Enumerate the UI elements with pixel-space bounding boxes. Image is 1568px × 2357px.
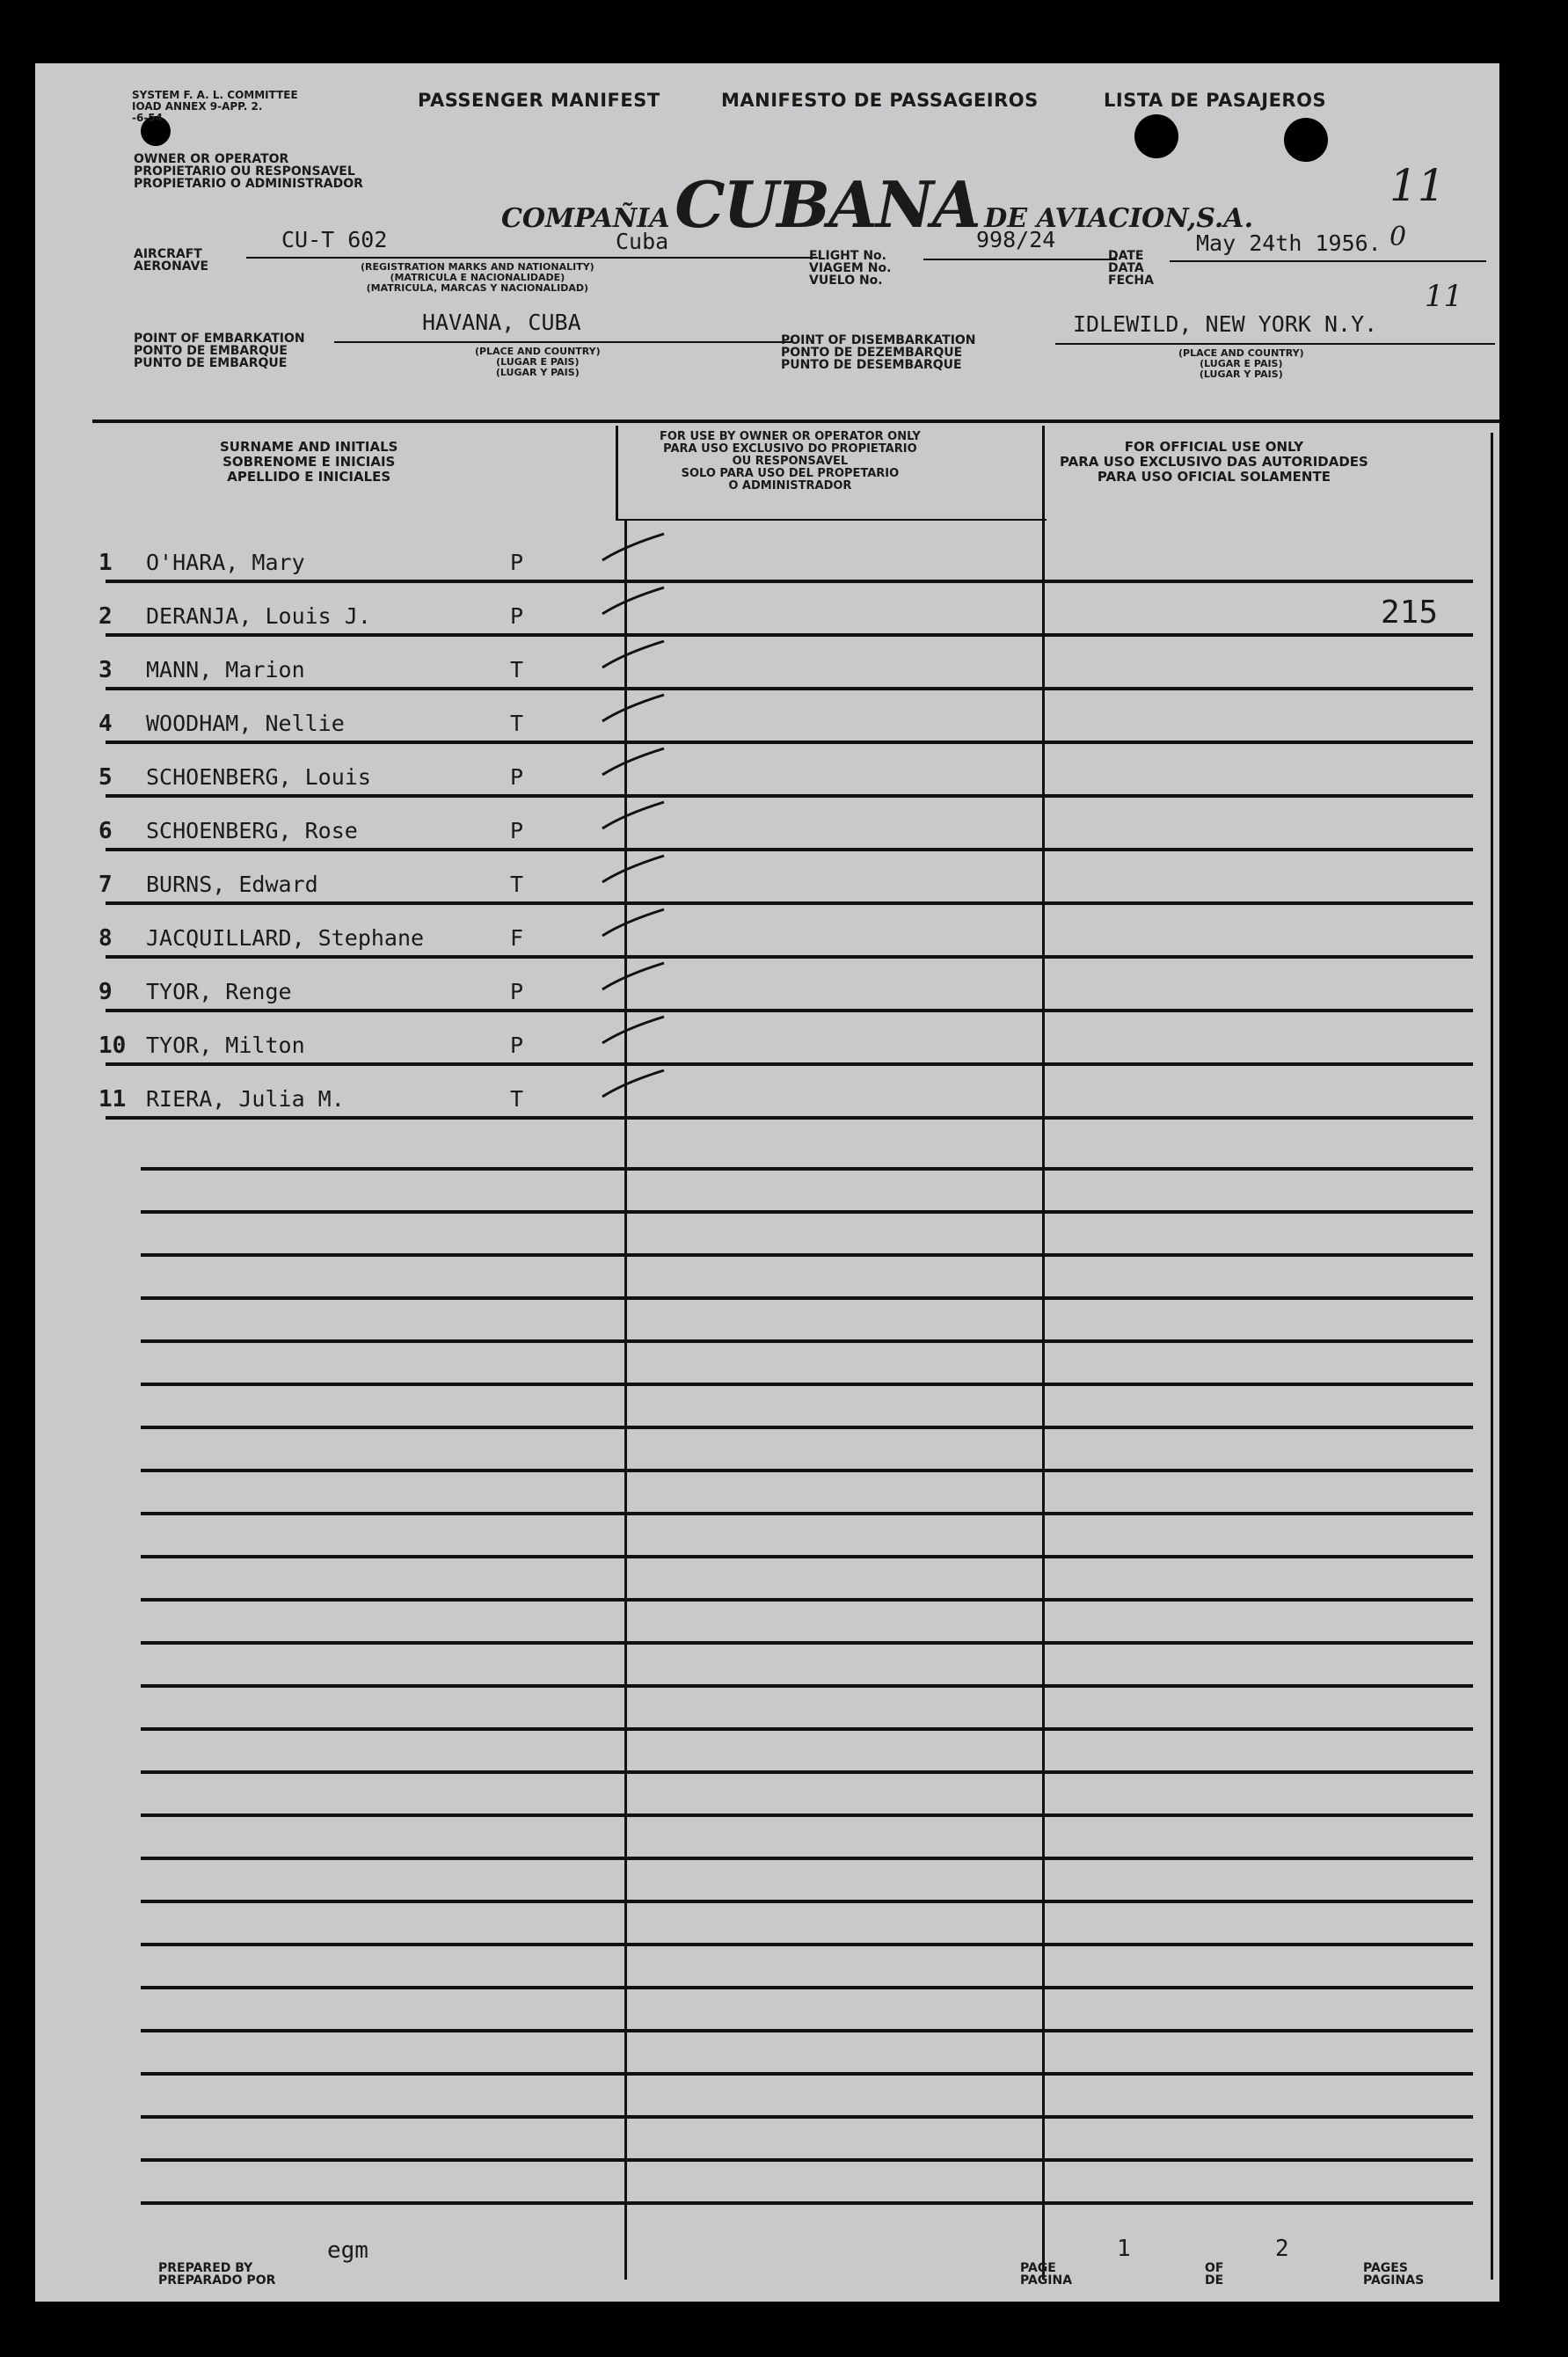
row-line bbox=[106, 901, 1473, 905]
blank-row-line bbox=[141, 1598, 1473, 1602]
blank-row-line bbox=[141, 2115, 1473, 2119]
passenger-name: BURNS, Edward bbox=[146, 872, 318, 897]
row-line bbox=[106, 848, 1473, 851]
blank-row-line bbox=[141, 2029, 1473, 2032]
prepared-by-value: egm bbox=[327, 2237, 368, 2264]
row-line bbox=[106, 1116, 1473, 1120]
punch-hole bbox=[1134, 114, 1178, 158]
passenger-class: P bbox=[510, 603, 524, 629]
passenger-class: P bbox=[510, 1033, 524, 1058]
blank-row-line bbox=[141, 1555, 1473, 1558]
page-number: 1 bbox=[1117, 2236, 1131, 2262]
blank-row-line bbox=[141, 1727, 1473, 1731]
row-number: 4 bbox=[98, 711, 113, 737]
passenger-name: O'HARA, Mary bbox=[146, 550, 305, 575]
blank-row-line bbox=[141, 2201, 1473, 2205]
passenger-class: P bbox=[510, 979, 524, 1004]
blank-row-line bbox=[141, 1813, 1473, 1817]
table-row bbox=[35, 695, 1499, 746]
row-line bbox=[106, 955, 1473, 959]
row-line bbox=[106, 1062, 1473, 1066]
check-mark-icon bbox=[598, 1063, 668, 1107]
table-row bbox=[35, 802, 1499, 853]
manifest-paper bbox=[35, 63, 1499, 2302]
disembarkation-caption: (PLACE AND COUNTRY) (LUGAR E PAIS) (LUGAR Y PAIS) bbox=[1178, 347, 1304, 380]
check-mark-icon bbox=[598, 795, 668, 839]
row-number: 8 bbox=[98, 925, 113, 952]
check-mark-icon bbox=[598, 1010, 668, 1054]
passenger-name: SCHOENBERG, Rose bbox=[146, 818, 358, 843]
blank-row-line bbox=[141, 1900, 1473, 1903]
row-number: 5 bbox=[98, 764, 113, 791]
pages-label: PAGES PAGINAS bbox=[1363, 2261, 1425, 2288]
flight-underline bbox=[923, 259, 1117, 260]
page-total: 2 bbox=[1275, 2236, 1289, 2262]
form-reference: SYSTEM F. A. L. COMMITTEE IOAD ANNEX 9-APP. 2. -6-54 bbox=[132, 89, 298, 124]
hand-mark-top: 11 bbox=[1389, 160, 1446, 211]
blank-row-line bbox=[141, 1943, 1473, 1946]
check-mark-icon bbox=[598, 849, 668, 893]
hand-mark-2: 11 bbox=[1425, 279, 1463, 314]
blank-row-line bbox=[141, 1684, 1473, 1688]
blank-row-line bbox=[141, 1339, 1473, 1343]
passenger-class: P bbox=[510, 818, 524, 843]
row-line bbox=[106, 794, 1473, 798]
blank-row-line bbox=[141, 1426, 1473, 1429]
passenger-name: RIERA, Julia M. bbox=[146, 1086, 345, 1112]
blank-row-line bbox=[141, 1512, 1473, 1515]
table-row bbox=[35, 1017, 1499, 1068]
passenger-name: DERANJA, Louis J. bbox=[146, 603, 371, 629]
row-line bbox=[106, 687, 1473, 690]
blank-row-line bbox=[141, 1210, 1473, 1214]
passenger-class: P bbox=[510, 550, 524, 575]
row-number: 10 bbox=[98, 1033, 127, 1059]
title-english: PASSENGER MANIFEST bbox=[418, 90, 660, 111]
blank-row-line bbox=[141, 1296, 1473, 1300]
table-row bbox=[35, 963, 1499, 1014]
passenger-class: F bbox=[510, 925, 524, 951]
flight-number: 998/24 bbox=[976, 227, 1056, 252]
passenger-class: T bbox=[510, 872, 524, 897]
blank-row-line bbox=[141, 1469, 1473, 1472]
of-label: OF DE bbox=[1205, 2261, 1224, 2288]
aircraft-label: AIRCRAFT AERONAVE bbox=[134, 247, 209, 274]
table-row bbox=[35, 534, 1499, 585]
title-spanish: LISTA DE PASAJEROS bbox=[1104, 90, 1327, 111]
passenger-name: JACQUILLARD, Stephane bbox=[146, 925, 425, 951]
passenger-class: T bbox=[510, 1086, 524, 1112]
row-number: 3 bbox=[98, 657, 113, 683]
passenger-name: MANN, Marion bbox=[146, 657, 305, 682]
page-label: PAGE PAGINA bbox=[1020, 2261, 1073, 2288]
blank-row-line bbox=[141, 1986, 1473, 1989]
column-header-official: FOR OFFICIAL USE ONLY PARA USO EXCLUSIVO DAS AUTORIDADES PARA USO OFICIAL SOLAMENTE bbox=[1060, 439, 1368, 485]
date-hand-mark: 0 bbox=[1389, 222, 1407, 252]
check-mark-icon bbox=[598, 634, 668, 678]
title-portuguese: MANIFESTO DE PASSAGEIROS bbox=[721, 90, 1039, 111]
aircraft-caption: (REGISTRATION MARKS AND NATIONALITY) (MATRICULA E NACIONALIDADE) (MATRICULA, MARCAS Y NACIONALIDAD) bbox=[361, 261, 594, 294]
owner-label: OWNER OR OPERATOR PROPIETARIO OU RESPONSAVEL PROPIETARIO O ADMINISTRADOR bbox=[134, 152, 363, 191]
table-row bbox=[35, 641, 1499, 692]
date-label: DATE DATA FECHA bbox=[1108, 249, 1154, 288]
check-mark-icon bbox=[598, 688, 668, 732]
header-rule bbox=[92, 420, 1499, 423]
row-line bbox=[106, 633, 1473, 637]
table-row bbox=[35, 1070, 1499, 1121]
embarkation-label: POINT OF EMBARKATION PONTO DE EMBARQUE PUNTO DE EMBARQUE bbox=[134, 332, 305, 370]
row-number: 1 bbox=[98, 550, 113, 576]
table-row bbox=[35, 856, 1499, 907]
row-number: 7 bbox=[98, 872, 113, 898]
punch-hole bbox=[1284, 118, 1328, 162]
check-mark-icon bbox=[598, 580, 668, 624]
row-number: 9 bbox=[98, 979, 113, 1005]
column-header-owner: FOR USE BY OWNER OR OPERATOR ONLY PARA USO EXCLUSIVO DO PROPIETARIO OU RESPONSAVEL SOLO PARA USO DEL PROPETARIO O ADMINISTRADOR bbox=[660, 430, 921, 493]
blank-row-line bbox=[141, 1770, 1473, 1774]
blank-row-line bbox=[141, 1383, 1473, 1386]
check-mark-icon bbox=[598, 902, 668, 946]
row-line bbox=[106, 580, 1473, 583]
passenger-name: TYOR, Milton bbox=[146, 1033, 305, 1058]
check-mark-icon bbox=[598, 741, 668, 785]
column-header-bottom bbox=[616, 519, 1047, 521]
flight-label: FLIGHT No. VIAGEM No. VUELO No. bbox=[809, 249, 892, 288]
embarkation-caption: (PLACE AND COUNTRY) (LUGAR E PAIS) (LUGAR Y PAIS) bbox=[475, 346, 601, 378]
row-line bbox=[106, 1009, 1473, 1012]
airline-logo: COMPAÑIA CUBANA DE AVIACION,S.A. bbox=[501, 167, 1254, 242]
passenger-name: WOODHAM, Nellie bbox=[146, 711, 345, 736]
table-row bbox=[35, 909, 1499, 960]
disembarkation-value: IDLEWILD, NEW YORK N.Y. bbox=[1073, 311, 1378, 337]
aircraft-nationality: Cuba bbox=[616, 229, 669, 254]
check-mark-icon bbox=[598, 527, 668, 571]
passenger-name: TYOR, Renge bbox=[146, 979, 292, 1004]
embarkation-value: HAVANA, CUBA bbox=[422, 310, 581, 335]
blank-row-line bbox=[141, 2158, 1473, 2162]
date-underline bbox=[1170, 260, 1486, 262]
blank-row-line bbox=[141, 1253, 1473, 1257]
column-header-name: SURNAME AND INITIALS SOBRENOME E INICIAIS APELLIDO E INICIALES bbox=[220, 439, 398, 485]
row-number: 2 bbox=[98, 603, 113, 630]
row-line bbox=[106, 741, 1473, 744]
passenger-class: T bbox=[510, 657, 524, 682]
blank-row-line bbox=[141, 1857, 1473, 1860]
row-number: 11 bbox=[98, 1086, 127, 1113]
aircraft-registration: CU-T 602 bbox=[281, 227, 388, 252]
passenger-name: SCHOENBERG, Louis bbox=[146, 764, 371, 790]
passenger-class: T bbox=[510, 711, 524, 736]
disembarkation-underline bbox=[1055, 343, 1495, 345]
passenger-class: P bbox=[510, 764, 524, 790]
row-number: 6 bbox=[98, 818, 113, 844]
date-value: May 24th 1956. bbox=[1196, 230, 1382, 256]
table-row bbox=[35, 748, 1499, 799]
prepared-by-label: PREPARED BY PREPARADO POR bbox=[158, 2261, 276, 2288]
column-divider-1 bbox=[616, 426, 618, 521]
embarkation-underline bbox=[334, 341, 791, 343]
blank-row-line bbox=[141, 2072, 1473, 2076]
check-mark-icon bbox=[598, 956, 668, 1000]
disembarkation-label: POINT OF DISEMBARKATION PONTO DE DEZEMBARQUE PUNTO DE DESEMBARQUE bbox=[781, 333, 976, 372]
blank-row-line bbox=[141, 1641, 1473, 1645]
blank-row-line bbox=[141, 1167, 1473, 1171]
aircraft-underline bbox=[246, 257, 818, 259]
table-row bbox=[35, 587, 1499, 639]
official-value: 215 bbox=[1380, 595, 1438, 631]
